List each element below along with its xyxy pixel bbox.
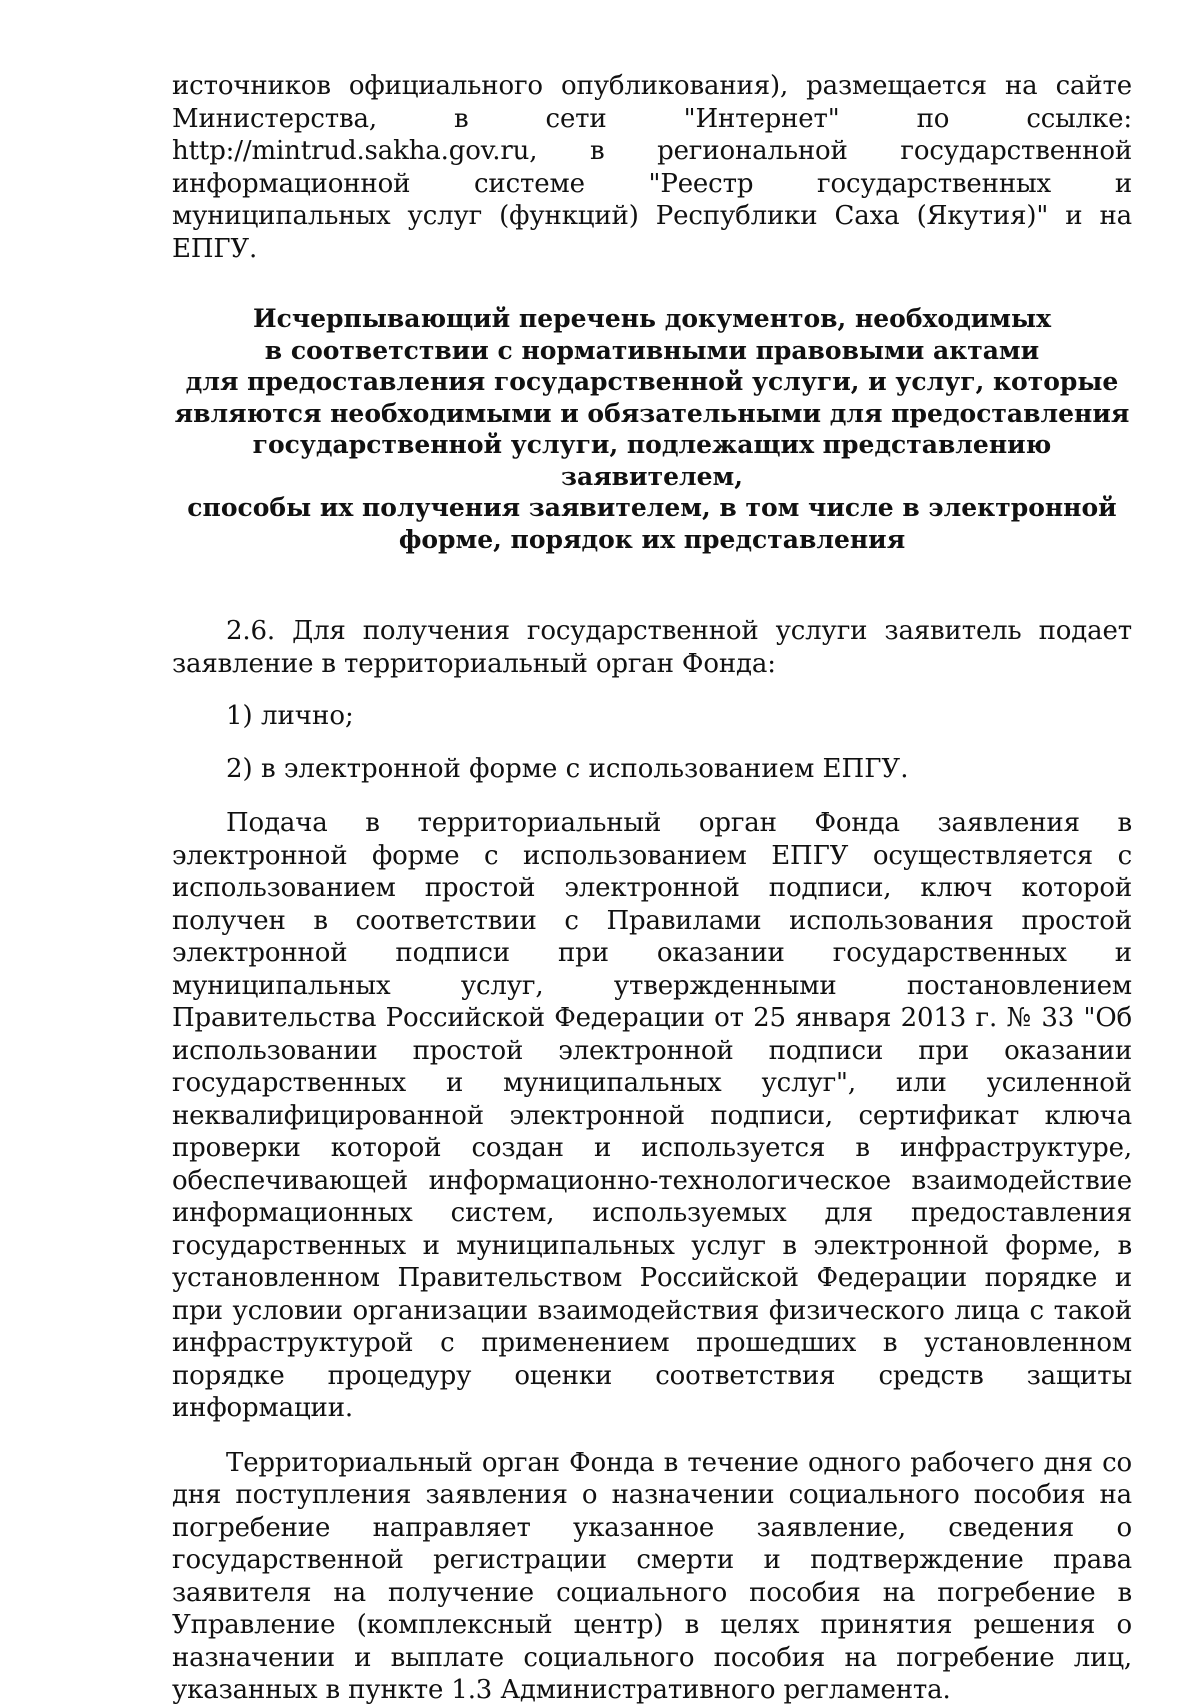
section-heading: [172, 303, 1132, 555]
intro-paragraph: источников официального опубликования), размещается на сайте Министерства, в сети "Интернет" по ссылке: http://mintrud.sakha.gov.ru, в региональной государственной информационной системе "Реестр государственных и муниципальных услуг (функций) Республики Саха (Якутия)" и на ЕПГУ.: [172, 71, 1132, 264]
document-page: [172, 70, 1132, 1707]
list-item-electronic: 2) в электронной форме с использованием ЕПГУ.: [226, 753, 909, 784]
heading-line: для предоставления государственной услуги, и услуг, которые: [185, 367, 1119, 396]
clause-2-6: 2.6. Для получения государственной услуги заявитель подает заявление в территориальный орган Фонда:: [172, 616, 1132, 679]
heading-line: являются необходимыми и обязательными для предоставления: [174, 398, 1130, 428]
heading-line: форме, порядок их представления: [398, 524, 906, 554]
list-item-in-person: 1) лично;: [226, 701, 354, 731]
heading-line: способы их получения заявителем, в том числе в электронной: [187, 493, 1117, 522]
heading-line: государственной услуги, подлежащих представлению заявителем,: [252, 430, 1052, 491]
heading-line: в соответствии с нормативными правовыми актами: [264, 335, 1040, 365]
paragraph-territorial-body: Территориальный орган Фонда в течение одного рабочего дня со дня поступления заявления о назначении социального пособия на погребение направляет указанное заявление, сведения о государственной регистрации смерти и подтверждение права заявителя на получение социального пособия на погребение в Управление (комплексный центр) в целях принятия решения о назначении и выплате социального пособия на погребение лиц, указанных в пункте 1.3 Административного регламента.: [172, 1447, 1132, 1705]
paragraph-electronic-submission: Подача в территориальный орган Фонда заявления в электронной форме с использованием ЕПГУ осуществляется с использованием простой электронной подписи, ключ которой получен в соответствии с Правилами использования простой электронной подписи при оказании государственных и муниципальных услуг, утвержденными постановлением Правительства Российской Федерации от 25 января 2013 г. № 33 "Об использовании простой электронной подписи при оказании государственных и муниципальных услуг", или усиленной неквалифицированной электронной подписи, сертификат ключа проверки которой создан и используется в инфраструктуре, обеспечивающей информационно-технологическое взаимодействие информационных систем, используемых для предоставления государственных и муниципальных услуг в электронной форме, в установленном Правительством Российской Федерации порядке и при условии организации взаимодействия физического лица с такой инфраструктурой с применением прошедших в установленном порядке процедуру оценки соответствия средств защиты информации.: [172, 808, 1132, 1423]
heading-line: Исчерпывающий перечень документов, необходимых: [253, 304, 1051, 333]
